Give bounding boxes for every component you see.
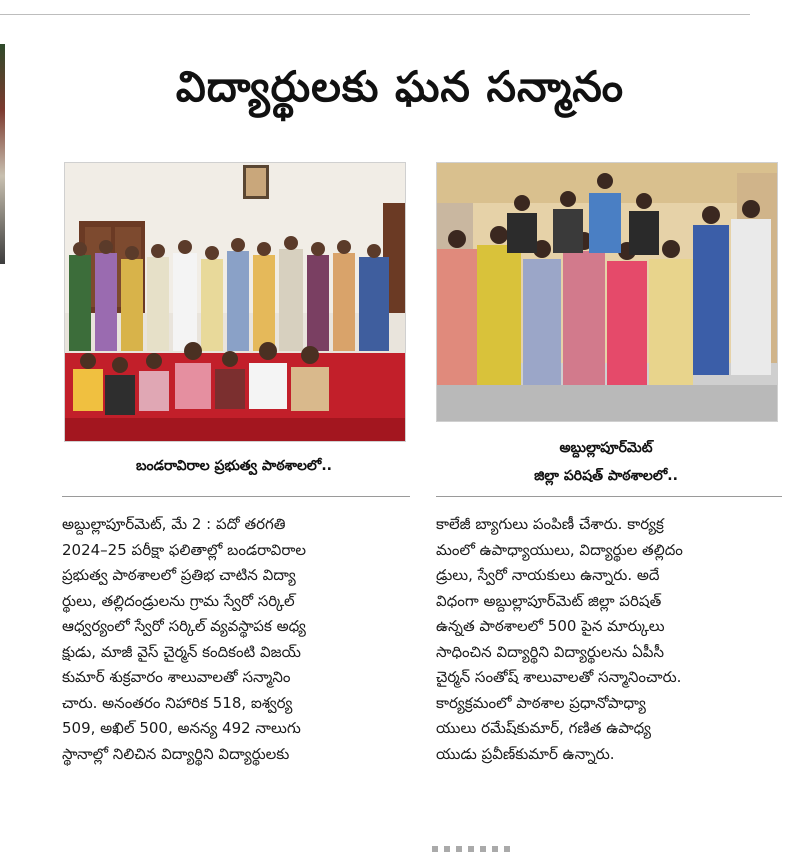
article-line: సాధించిన విద్యార్థిని విద్యార్థులను ఏపీసీ — [436, 642, 664, 661]
next-article-edge — [432, 846, 512, 852]
article-column-left — [62, 512, 410, 767]
top-divider — [0, 14, 750, 15]
photo-caption-right-line2: జిల్లా పరిషత్ పాఠశాలలో.. — [534, 468, 678, 484]
article-line: స్థానాల్లో నిలిచిన విద్యార్థిని విద్యార్థులకు — [62, 744, 290, 763]
article-line: కాలేజీ బ్యాగులు పంపిణీ చేశారు. కార్యక్ర — [436, 515, 664, 533]
article-line: ఆధ్వర్యంలో స్వేరో సర్కిల్ వ్యవస్థాపక అధ్య — [62, 617, 306, 635]
article-line: కార్యక్రమంలో పాఠశాల ప్రధానోపాధ్యా — [436, 693, 646, 712]
article-line: 2024–25 పరీక్షా ఫలితాల్లో బండరావిరాల — [62, 540, 307, 559]
column-divider-right — [436, 496, 782, 497]
article-line: యుడు ప్రవీణ్‌కుమార్ ఉన్నారు. — [436, 744, 615, 763]
photo-caption-left: బండరావిరాల ప్రభుత్వ పాఠశాలలో.. — [136, 458, 332, 474]
article-line: 509, అఖిల్ 500, అనన్య 492 నాలుగు — [62, 719, 301, 737]
article-line: ప్రభుత్వ పాఠశాలలో ప్రతిభ చాటిన విద్యా — [62, 566, 296, 584]
article-line: విధంగా అబ్దుల్లాపూర్‌మెట్ జిల్లా పరిషత్ — [436, 591, 662, 610]
article-line: అబ్దుల్లాపూర్‌మెట్, మే 2 : పదో తరగతి — [62, 515, 286, 533]
photo-bandaravirala-school — [64, 162, 406, 442]
article-line: ఉన్నత పాఠశాలలో 500 పైన మార్కులు — [436, 617, 665, 635]
article-line: క్షుడు, మాజీ వైస్ చైర్మన్ కందికంటి విజయ్ — [62, 642, 301, 661]
article-line: మంలో ఉపాధ్యాయులు, విద్యార్థుల తల్లిదం — [436, 540, 683, 559]
article-column-right — [436, 512, 782, 767]
article-line: చైర్మన్ సంతోష్ శాలువాలతో సన్మానించారు. — [436, 668, 682, 686]
article-headline: విద్యార్థులకు ఘన సన్మానం — [175, 62, 625, 111]
article-line: చారు. అనంతరం నిహారిక 518, ఐశ్వర్య — [62, 693, 293, 712]
article-line: కుమార్ శుక్రవారం శాలువాలతో సన్మానిం — [62, 668, 291, 686]
photo-caption-right-line1: అబ్దుల్లాపూర్‌మెట్ — [559, 440, 653, 456]
column-divider-left — [62, 496, 410, 497]
article-line: యులు రమేష్‌కుమార్, గణిత ఉపాధ్య — [436, 719, 652, 737]
article-line: డ్రులు, స్వేరో నాయకులు ఉన్నారు. అదే — [436, 566, 660, 584]
photo-zilla-parishad-school — [436, 162, 778, 422]
article-line: ర్థులు, తల్లిదండ్రులను గ్రామ స్వేరో సర్కిల్ — [62, 591, 295, 610]
